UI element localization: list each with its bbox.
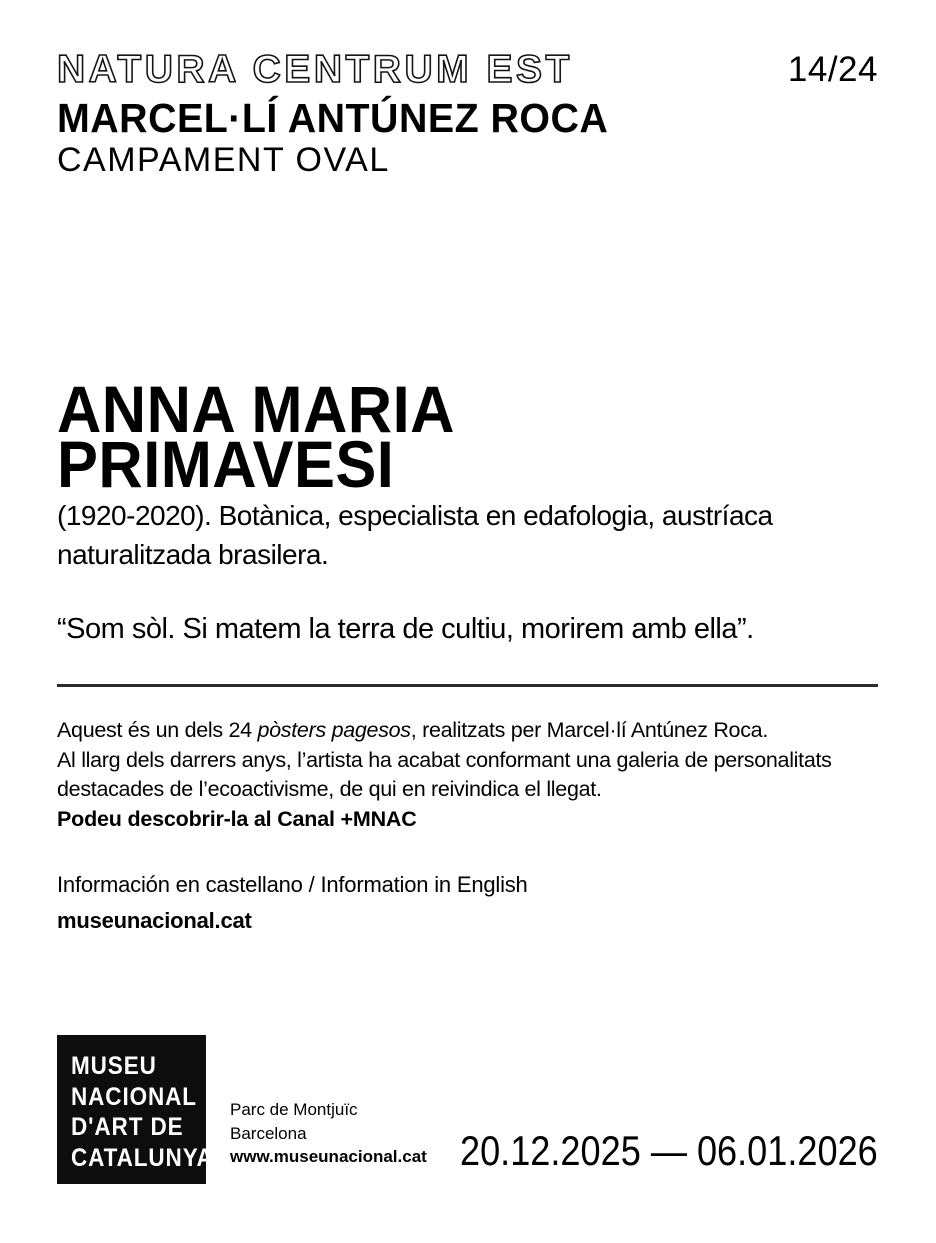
person-bio	[57, 496, 773, 574]
address-line2: Barcelona	[230, 1123, 307, 1143]
artist-name: MARCEL·LÍ ANTÚNEZ ROCA	[57, 95, 609, 141]
description-paragraph	[57, 716, 832, 834]
museum-logo-line4: CATALUNYA	[71, 1143, 214, 1172]
museum-logo	[57, 1035, 214, 1184]
museum-logo-line3: D'ART DE	[71, 1113, 184, 1141]
person-bio-line1: (1920-2020). Botànica, especialista en edafologia, austríaca	[57, 500, 773, 531]
poster-number: 14/24	[787, 50, 878, 89]
language-info: Información en castellano / Information in English	[57, 872, 528, 897]
series-title: NATURA CENTRUM EST	[57, 48, 573, 91]
museum-logo-line2: NACIONAL	[71, 1082, 197, 1111]
exhibition-dates-text: 20.12.2025 — 06.01.2026	[460, 1127, 878, 1174]
description-line1	[57, 716, 832, 746]
description-line1-pre: Aquest és un dels 24	[57, 718, 258, 742]
person-name-line2: PRIMAVESI	[57, 427, 395, 501]
info-block	[57, 872, 528, 935]
person-quote: “Som sòl. Si matem la terra de cultiu, morirem amb ella”.	[57, 613, 754, 645]
description-line1-post: , realitzats per Marcel·lí Antúnez Roca.	[410, 718, 768, 742]
person-bio-line2: naturalitzada brasilera.	[57, 539, 329, 570]
exhibition-title: CAMPAMENT OVAL	[57, 141, 390, 179]
person-name-line1: ANNA MARIA	[57, 372, 455, 446]
exhibition-dates	[392, 1127, 878, 1174]
description-line2: Al llarg dels darrers anys, l’artista ha acabat conformant una galeria de personalitats	[57, 747, 832, 772]
description-line3: destacades de l’ecoactivisme, de qui en reivindica el llegat.	[57, 777, 602, 801]
address-url: www.museunacional.cat	[230, 1147, 427, 1166]
horizontal-divider	[57, 684, 878, 687]
address-line1: Parc de Montjuïc	[230, 1100, 358, 1119]
museum-logo-line1: MUSEU	[71, 1052, 157, 1080]
person-name-title	[57, 372, 455, 501]
cta-text: Podeu descobrir-la al Canal +MNAC	[57, 806, 417, 831]
description-line1-italic: pòsters pagesos	[257, 718, 411, 742]
website-text: museunacional.cat	[57, 908, 252, 934]
